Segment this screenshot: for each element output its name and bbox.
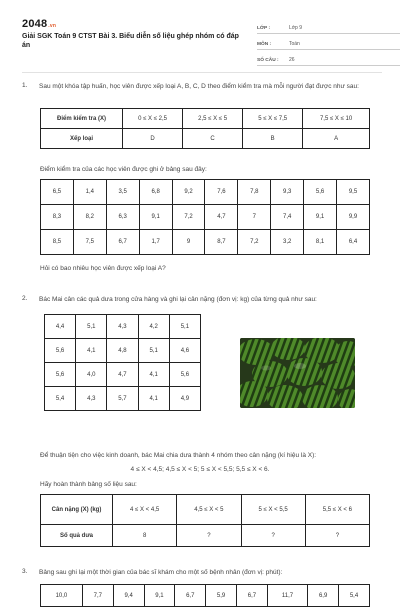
table-cell: 4,9 [169,387,200,411]
table-cell: 8,2 [73,205,106,230]
table-cell: 4 ≤ X < 4,5 [113,495,177,525]
table-cell: 5,9 [206,585,237,607]
table-cell: 4,3 [107,315,138,339]
table-cell: 7,8 [238,180,271,205]
table-cell: 7,5 [73,230,106,255]
table-cell: 7,4 [271,205,304,230]
table-row [45,363,201,387]
table-cell: 8,5 [41,230,74,255]
table-row [41,525,370,547]
meta-row-count [257,50,400,66]
table-header-cell: Điểm kiểm tra (X) [41,109,123,129]
question-text: Bác Mai cân các quả dưa trong cửa hàng và ghi lại cân nặng (đơn vị: kg) của từng quả như sau: [39,296,317,303]
table-header-cell: Xếp loại [41,129,123,149]
table-cell: 9,2 [172,180,205,205]
table-cell: 5 ≤ X < 5,5 [241,495,305,525]
table-cell: 7,7 [82,585,113,607]
table-row [41,230,370,255]
table-cell: 4,5 ≤ X < 5 [177,495,241,525]
meta-value: 26 [289,57,295,63]
table-header-cell: Số quả dưa [41,525,113,547]
table-cell: 9,5 [337,180,370,205]
scores-intro: Điểm kiểm tra của các học viên được ghi ở bảng sau đây: [40,166,207,173]
table-cell: 5,6 [304,180,337,205]
meta-value: Lớp 9 [289,25,303,31]
table-cell: D [123,129,183,149]
table-cell: ? [305,525,369,547]
scores-table [40,179,370,255]
table-row [45,387,201,411]
table-cell: 11,7 [267,585,307,607]
meta-label: LỚP : [257,26,271,31]
table-cell: 3,2 [271,230,304,255]
table-cell: 7 [238,205,271,230]
table-cell: 9,1 [139,205,172,230]
table-cell: 9,3 [271,180,304,205]
table-cell: 3,5 [106,180,139,205]
table-cell: 5,4 [45,387,76,411]
document-title: Giải SGK Toán 9 CTST Bài 3. Biểu diễn số liệu ghép nhóm có đáp án [22,33,239,49]
table-cell: 4,7 [205,205,238,230]
table-cell: ? [241,525,305,547]
table-cell: 4,2 [138,315,169,339]
watermelon-illustration [240,338,355,408]
table-row [45,315,201,339]
question-3 [22,568,380,578]
table-cell: 5,5 ≤ X < 6 [305,495,369,525]
table-cell: 4,7 [107,363,138,387]
table-cell: 6,9 [308,585,339,607]
table-cell: 5,1 [169,315,200,339]
table-cell: 0 ≤ X ≤ 2,5 [123,109,183,129]
table-cell: ? [177,525,241,547]
question-number: 2. [22,295,28,302]
table-row [41,129,370,149]
table-cell: A [303,129,370,149]
table-cell: 8,3 [41,205,74,230]
table-cell: 6,5 [41,180,74,205]
table-cell: 8 [113,525,177,547]
exam-time-table [40,584,370,607]
fill-instruction: Hãy hoàn thành bảng số liệu sau: [40,481,137,488]
question-2 [22,295,380,305]
table-cell: 6,7 [106,230,139,255]
table-cell: 6,3 [106,205,139,230]
table-cell: 4,1 [76,339,107,363]
table-cell: 4,4 [45,315,76,339]
table-cell: 4,1 [138,363,169,387]
meta-row-grade [257,18,400,34]
meta-value: Toán [289,41,300,47]
question-text: Bảng sau ghi lại một thời gian của bác sĩ khám cho một số bệnh nhân (đơn vị: phút): [39,569,283,576]
watermelon-photo [240,338,355,408]
table-cell: 5,4 [339,585,370,607]
table-cell: 8,7 [205,230,238,255]
table-cell: 7,5 ≤ X ≤ 10 [303,109,370,129]
question-text: Sau một khóa tập huấn, học viên được xếp loại A, B, C, D theo điểm kiểm tra mà mỗi người đạt được như sau: [39,83,359,90]
meta-label: SỐ CÂU : [257,58,279,63]
table-cell: B [243,129,303,149]
grade-table [40,108,370,149]
table-cell: 6,7 [175,585,206,607]
table-cell: 2,5 ≤ X ≤ 5 [183,109,243,129]
table-cell: 5,1 [76,315,107,339]
question-1 [22,82,380,92]
table-cell: 10,0 [41,585,83,607]
meta-box [257,18,400,66]
table-cell: 5,6 [45,339,76,363]
table-cell: 5,1 [138,339,169,363]
table-row [41,585,370,607]
table-cell: 9,1 [144,585,175,607]
grouping-formula: 4 ≤ X < 4,5; 4,5 ≤ X < 5; 5 ≤ X < 5,5; 5,5 ≤ X < 6. [130,466,270,473]
table-cell: 6,7 [237,585,268,607]
table-header-cell: Cân nặng (X) (kg) [41,495,113,525]
table-cell: 5,6 [169,363,200,387]
header-divider [22,72,382,73]
question-number: 1. [22,82,28,89]
table-cell: 5 ≤ X ≤ 7,5 [243,109,303,129]
meta-label: MÔN : [257,42,272,47]
table-cell: 4,1 [138,387,169,411]
table-cell: 5,6 [45,363,76,387]
table-cell: 4,8 [107,339,138,363]
table-cell: 9,4 [113,585,144,607]
table-cell: 6,8 [139,180,172,205]
table-cell: 5,7 [107,387,138,411]
table-row [41,205,370,230]
frequency-table [40,494,370,547]
table-row [41,109,370,129]
table-cell: 4,3 [76,387,107,411]
table-cell: 6,4 [337,230,370,255]
question-prompt: Hỏi có bao nhiêu học viên được xếp loại A? [40,265,166,272]
table-row [41,180,370,205]
logo-text: 2048 [22,18,48,30]
table-cell: 4,0 [76,363,107,387]
table-row [41,495,370,525]
table-cell: 9,9 [337,205,370,230]
grouping-text: Để thuận tiện cho việc kinh doanh, bác Mai chia dưa thành 4 nhóm theo cân nặng (kí hiệu là X): [40,452,317,459]
table-cell: 1,4 [73,180,106,205]
document-header [22,18,382,72]
table-cell: 1,7 [139,230,172,255]
table-cell: C [183,129,243,149]
table-cell: 9,1 [304,205,337,230]
site-logo[interactable] [22,18,56,30]
table-row [45,339,201,363]
table-cell: 7,6 [205,180,238,205]
weights-table [44,314,201,411]
table-cell: 7,2 [172,205,205,230]
table-cell: 8,1 [304,230,337,255]
table-cell: 4,6 [169,339,200,363]
table-cell: 9 [172,230,205,255]
logo-suffix: .vn [48,23,57,29]
meta-row-subject [257,34,400,50]
table-cell: 7,2 [238,230,271,255]
question-number: 3. [22,568,28,575]
